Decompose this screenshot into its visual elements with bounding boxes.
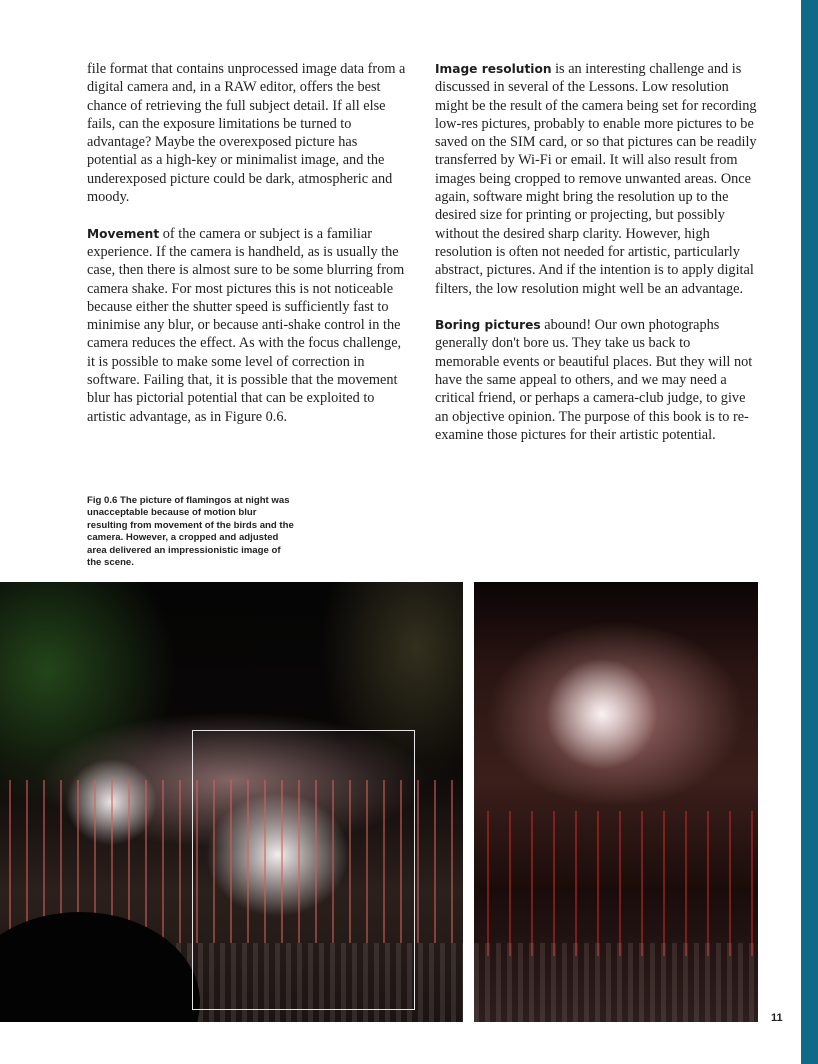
text-column-left xyxy=(87,60,409,444)
paragraph-image-resolution xyxy=(435,60,757,298)
paragraph-image-resolution-body: is an interesting challenge and is discussed in several of the Lessons. Low resolution might be the result of the camera being set for recording low-res pictures, probably to enable more pictures to be saved on the SIM card, or so that pictures can be readily transferred by Wi-Fi or email. It will also result from images being cropped to remove unwanted areas. Once again, software might bring the resolution up to the desired size for printing or projecting, but possibly without the desired sharp clarity. However, high resolution is often not needed for artistic, particularly abstract, pictures. And if the intention is to apply digital filters, the low resolution might well be an advantage. xyxy=(435,61,757,297)
flamingo-photo-original xyxy=(0,582,463,1022)
crop-area-outline xyxy=(192,730,415,1010)
flamingo-photo-cropped xyxy=(474,582,758,1022)
page-number: 11 xyxy=(771,1012,783,1024)
paragraph-raw-format: file format that contains unprocessed image data from a digital camera and, in a RAW editor, offers the best chance of retrieving the full subject detail. If all else fails, can the exposure limitations be turned to advantage? Maybe the overexposed picture has potential as a high-key or minimalist image, and the underexposed picture could be dark, atmospheric and moody. xyxy=(87,61,406,206)
paragraph-boring-pictures xyxy=(435,316,757,444)
lead-in-movement: Movement xyxy=(87,226,160,241)
paragraph-movement-body: of the camera or subject is a familiar experience. If the camera is handheld, as is usually the case, then there is almost sure to be some blurring from camera shake. For most pictures this is not noticeable because either the shutter speed is sufficiently fast to minimise any blur, or because anti-shake control in the camera reduces the effect. As with the focus challenge, it is possible to make some level of correction in software. Failing that, it is possible that the movement blur has pictorial potential that can be exploited to artistic advantage, as in Figure 0.6. xyxy=(87,225,405,425)
paragraph-boring-pictures-body: abound! Our own photographs generally don't bore us. They take us back to memorable events or beautiful places. But they will not have the same appeal to others, and we may need a critical friend, or perhaps a camera-club judge, to give an objective opinion. The purpose of this book is to re-examine those pictures for their artistic potential. xyxy=(435,317,753,443)
lead-in-image-resolution: Image resolution xyxy=(435,62,552,76)
chapter-color-bar xyxy=(801,0,818,1064)
lead-in-boring-pictures: Boring pictures xyxy=(435,318,541,333)
flamingo-legs-blur xyxy=(474,811,758,956)
paragraph-movement xyxy=(87,225,409,426)
figure-caption: Fig 0.6 The picture of flamingos at night was unacceptable because of motion blur resulting from movement of the birds and the camera. However, a cropped and adjusted area delivered an impressionistic image of the scene. xyxy=(87,495,294,569)
water-reflection xyxy=(474,943,758,1022)
text-column-right xyxy=(435,60,757,463)
